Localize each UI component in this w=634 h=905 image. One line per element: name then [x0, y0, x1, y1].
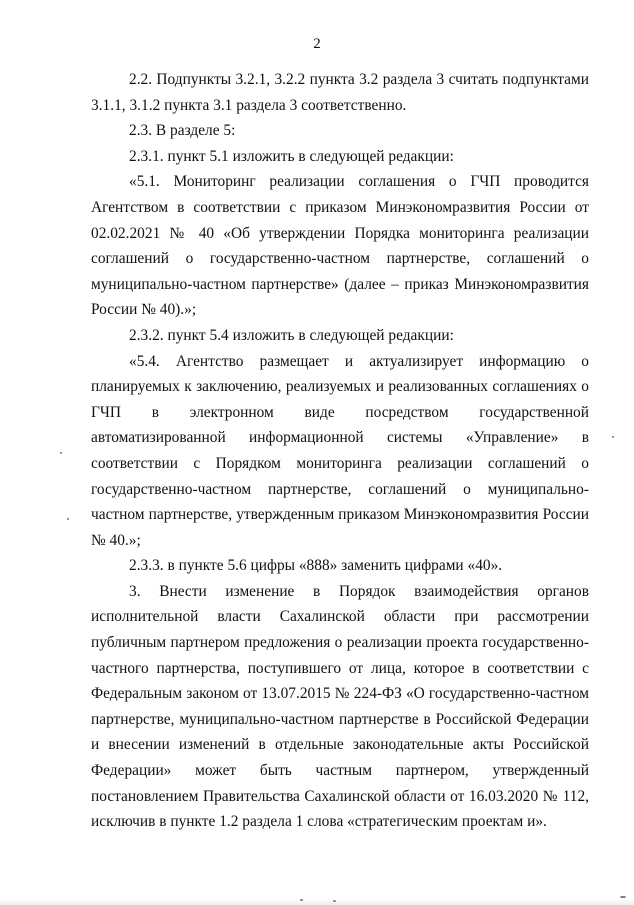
paragraph-2-3-1: 2.3.1. пункт 5.1 изложить в следующей редакции: — [129, 147, 454, 165]
paragraph-2-3-2: 2.3.2. пункт 5.4 изложить в следующей редакции: — [129, 326, 454, 344]
paragraph-3: 3. Внести изменение в Порядок взаимодействия органов исполнительной власти Сахалинской области при рассмотрении публичным партнером предложения о реализации проекта государственно-частного партнерства, поступившего от лица, которое в соответствии с Федеральным законом от 13.07.2015 № 224-ФЗ «О государственно-частном партнерстве, муниципально-частном партнерстве в Российской Федерации и внесении изменений в отдельные законодательные акты Российской Федерации» может быть частным партнером, утвержденный постановлением Правительства Сахалинской области от 16.03.2020 № 112, исключив в пункте 1.2 раздела 1 слова «стратегическим проектам и». — [91, 582, 589, 831]
paragraph-5-4-quote: «5.4. Агентство размещает и актуализирует информацию о планируемых к заключению, реализуемых и реализованных соглашениях о ГЧП в электронном виде посредством государственной автоматизированной информационной системы «Управление» в соответствии с Порядком мониторинга реализации соглашений о государственно-частном партнерстве, соглашений о муниципально-частном партнерстве, утвержденным приказом Минэкономразвития России № 40.»; — [91, 352, 589, 549]
page-number: 2 — [313, 36, 321, 52]
scan-bottom-edge — [0, 899, 634, 905]
paragraph-2-3: 2.3. В разделе 5: — [129, 122, 236, 140]
scan-speck — [67, 518, 69, 520]
scan-speck — [620, 896, 626, 898]
document-body — [91, 67, 589, 835]
scan-speck — [612, 436, 614, 438]
paragraph-2-2: 2.2. Подпункты 3.2.1, 3.2.2 пункта 3.2 раздела 3 считать подпунктами 3.1.1, 3.1.2 пункта 3.1 раздела 3 соответственно. — [91, 71, 589, 114]
paragraph-5-1-quote: «5.1. Мониторинг реализации соглашения о ГЧП проводится Агентством в соответствии с приказом Минэкономразвития России от 02.02.2021 № 40 «Об утверждении Порядка мониторинга реализации соглашений о государственно-частном партнерстве, соглашений о муниципально-частном партнерстве» (далее – приказ Минэкономразвития России № 40).»; — [91, 173, 589, 319]
scan-speck — [60, 452, 62, 454]
paragraph-2-3-3: 2.3.3. в пункте 5.6 цифры «888» заменить цифрами «40». — [129, 557, 503, 575]
